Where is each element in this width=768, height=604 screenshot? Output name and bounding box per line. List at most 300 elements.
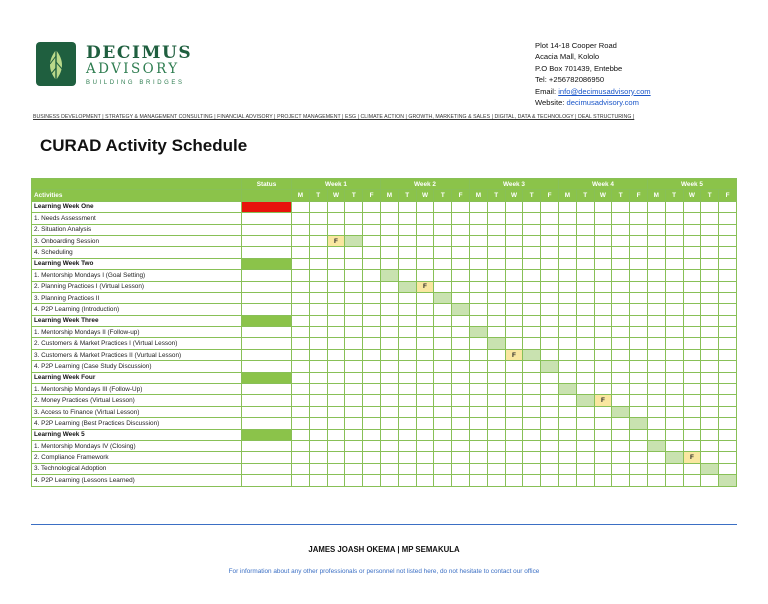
day-cell [558,292,576,303]
day-cell [719,304,737,315]
day-cell [719,247,737,258]
day-cell [630,338,648,349]
status-cell [242,475,292,486]
day-cell [701,224,719,235]
day-cell [487,201,505,212]
day-cell [505,327,523,338]
day-cell [683,338,701,349]
day-cell [665,270,683,281]
activity-label: 3. Planning Practices II [32,292,242,303]
day-cell [683,270,701,281]
scheduled-day-cell [452,304,470,315]
day-cell [523,281,541,292]
day-header: W [505,190,523,201]
scheduled-day-cell [576,395,594,406]
day-cell [292,395,310,406]
day-cell [647,475,665,486]
day-cell [523,418,541,429]
day-cell [487,270,505,281]
day-cell [327,270,345,281]
status-subheader [242,190,292,201]
activity-row [32,281,737,292]
day-cell [576,201,594,212]
day-cell [434,452,452,463]
day-cell [558,315,576,326]
day-cell [665,201,683,212]
day-cell [487,361,505,372]
day-cell [523,315,541,326]
day-cell [505,372,523,383]
day-cell [398,338,416,349]
day-cell [719,235,737,246]
group-row [32,258,737,269]
day-cell [363,338,381,349]
day-cell [523,429,541,440]
day-cell [416,315,434,326]
day-cell [630,201,648,212]
day-cell [434,224,452,235]
day-cell [469,315,487,326]
email-link[interactable]: info@decimusadvisory.com [558,86,651,96]
day-cell [292,361,310,372]
footer-divider [31,524,737,525]
day-cell [558,235,576,246]
day-cell [701,281,719,292]
day-cell [345,361,363,372]
day-cell [380,452,398,463]
day-cell [309,395,327,406]
day-cell [380,384,398,395]
day-cell [523,292,541,303]
day-cell [719,418,737,429]
address-line-2: Acacia Mall, Kololo [535,52,600,62]
day-cell [452,247,470,258]
day-header: M [380,190,398,201]
day-cell [487,235,505,246]
day-header: T [665,190,683,201]
day-cell [292,201,310,212]
day-cell [434,258,452,269]
activity-label: 1. Mentorship Mondays IV (Closing) [32,440,242,451]
day-cell [416,292,434,303]
activity-row [32,406,737,417]
day-cell [665,361,683,372]
day-cell [665,224,683,235]
day-cell [647,384,665,395]
status-cell [242,361,292,372]
day-header: W [416,190,434,201]
day-cell [683,361,701,372]
day-cell [505,270,523,281]
day-cell [505,247,523,258]
day-cell [452,429,470,440]
day-cell [665,235,683,246]
activity-row [32,440,737,451]
website-row [535,97,651,108]
day-cell [665,281,683,292]
address-line-1: Plot 14-18 Cooper Road [535,41,617,50]
activity-row [32,463,737,474]
day-cell [541,247,559,258]
day-cell [434,213,452,224]
day-cell [363,270,381,281]
day-cell [380,463,398,474]
day-cell [469,304,487,315]
day-cell [523,406,541,417]
day-cell [434,349,452,360]
day-cell [398,475,416,486]
day-cell [612,395,630,406]
day-cell [665,258,683,269]
status-cell [242,213,292,224]
activity-row [32,452,737,463]
day-header: T [612,190,630,201]
day-cell [612,463,630,474]
day-cell [719,372,737,383]
day-cell [683,247,701,258]
activity-row [32,418,737,429]
day-cell [612,327,630,338]
day-cell [683,440,701,451]
day-cell [683,224,701,235]
day-cell [612,258,630,269]
day-cell [327,406,345,417]
day-cell [558,327,576,338]
day-cell [594,235,612,246]
day-cell [309,440,327,451]
day-cell [630,292,648,303]
day-cell [434,201,452,212]
status-cell [242,384,292,395]
day-cell [647,213,665,224]
day-header: T [398,190,416,201]
day-cell [523,384,541,395]
day-cell [434,327,452,338]
day-cell [505,213,523,224]
day-cell [558,224,576,235]
day-cell [292,224,310,235]
day-cell [380,235,398,246]
day-cell [558,349,576,360]
day-cell [647,247,665,258]
day-cell [719,463,737,474]
day-cell [434,429,452,440]
day-cell [523,463,541,474]
day-cell [327,372,345,383]
day-cell [327,315,345,326]
activity-row [32,235,737,246]
day-cell [309,315,327,326]
day-cell [398,406,416,417]
decimus-logo-icon [36,42,76,86]
day-cell [701,327,719,338]
day-cell [612,338,630,349]
day-cell [363,384,381,395]
day-cell [505,292,523,303]
day-cell [363,213,381,224]
day-cell [292,258,310,269]
day-cell [380,361,398,372]
day-cell [523,452,541,463]
day-cell [665,304,683,315]
scheduled-day-cell [469,327,487,338]
day-cell [647,361,665,372]
day-cell [434,315,452,326]
status-cell [242,440,292,451]
day-cell [576,406,594,417]
day-cell [327,338,345,349]
day-cell [416,338,434,349]
day-cell [327,224,345,235]
day-cell [398,418,416,429]
day-cell [576,440,594,451]
day-cell [345,258,363,269]
day-cell [363,315,381,326]
day-cell [558,247,576,258]
day-cell [665,292,683,303]
day-cell [327,349,345,360]
day-cell [487,395,505,406]
day-header: W [683,190,701,201]
day-cell [719,281,737,292]
day-cell [683,201,701,212]
day-cell [380,349,398,360]
scheduled-day-cell [665,452,683,463]
day-cell [665,418,683,429]
day-cell [630,281,648,292]
day-cell [630,440,648,451]
day-cell [594,418,612,429]
day-cell [398,384,416,395]
day-cell [434,361,452,372]
day-cell [541,258,559,269]
day-cell [452,270,470,281]
day-cell [665,440,683,451]
day-cell [665,395,683,406]
day-cell [576,270,594,281]
day-cell [701,452,719,463]
day-cell [380,201,398,212]
day-cell [505,395,523,406]
day-cell [398,224,416,235]
day-cell [345,270,363,281]
day-cell [647,452,665,463]
day-cell [541,372,559,383]
day-cell [345,247,363,258]
day-cell [452,475,470,486]
day-cell [665,372,683,383]
day-cell [434,418,452,429]
activity-label: 3. Customers & Market Practices II (Vurtual Lesson) [32,349,242,360]
status-cell [242,201,292,212]
day-cell [701,418,719,429]
day-cell [327,292,345,303]
day-cell [363,406,381,417]
day-cell [469,361,487,372]
day-cell [505,315,523,326]
day-cell [309,258,327,269]
status-cell [242,327,292,338]
brand-block [86,44,192,86]
day-cell [665,327,683,338]
day-cell [398,327,416,338]
day-cell [434,235,452,246]
day-cell [558,338,576,349]
day-cell [416,247,434,258]
day-cell [398,315,416,326]
day-cell [452,315,470,326]
day-cell [505,418,523,429]
day-cell [487,372,505,383]
day-cell [523,304,541,315]
day-cell [576,258,594,269]
day-cell [701,349,719,360]
day-cell [576,475,594,486]
day-cell [594,338,612,349]
day-cell [309,418,327,429]
day-cell [719,395,737,406]
day-cell [683,418,701,429]
day-cell [594,224,612,235]
day-cell [541,429,559,440]
brand-tagline: BUILDING BRIDGES [86,80,185,86]
address-line-3: P.O Box 701439, Entebbe [535,63,623,73]
scheduled-day-cell [434,292,452,303]
day-cell [541,349,559,360]
day-cell [327,418,345,429]
day-cell [683,258,701,269]
f-marker-cell: F [327,235,345,246]
brand-name: DECIMUS [86,43,193,63]
day-header: M [647,190,665,201]
email-label: Email: [535,86,559,96]
day-cell [523,258,541,269]
day-cell [558,429,576,440]
day-cell [719,270,737,281]
day-cell [363,475,381,486]
day-cell [683,475,701,486]
day-cell [719,384,737,395]
day-cell [558,372,576,383]
day-cell [434,247,452,258]
day-cell [683,304,701,315]
day-cell [701,406,719,417]
day-cell [309,349,327,360]
day-cell [683,349,701,360]
day-cell [505,281,523,292]
day-cell [719,338,737,349]
day-cell [345,475,363,486]
day-cell [719,327,737,338]
day-cell [363,304,381,315]
day-cell [487,304,505,315]
day-cell [523,201,541,212]
day-cell [630,270,648,281]
day-cell [683,395,701,406]
group-row [32,315,737,326]
day-cell [380,475,398,486]
day-cell [452,440,470,451]
day-cell [309,429,327,440]
day-cell [665,338,683,349]
day-cell [292,281,310,292]
day-cell [434,475,452,486]
day-cell [452,224,470,235]
day-cell [719,224,737,235]
day-cell [434,395,452,406]
day-header: T [309,190,327,201]
day-cell [292,270,310,281]
day-cell [630,258,648,269]
day-cell [558,258,576,269]
day-cell [416,327,434,338]
activity-row [32,247,737,258]
day-header-row [32,190,737,201]
day-cell [363,292,381,303]
day-cell [647,429,665,440]
scheduled-day-cell [630,418,648,429]
day-cell [292,327,310,338]
day-cell [292,452,310,463]
status-cell [242,406,292,417]
day-cell [309,384,327,395]
day-cell [380,258,398,269]
day-cell [594,452,612,463]
day-header: F [452,190,470,201]
day-cell [398,463,416,474]
day-cell [541,292,559,303]
day-cell [416,395,434,406]
day-header: T [576,190,594,201]
day-cell [665,406,683,417]
day-cell [327,429,345,440]
day-cell [612,224,630,235]
day-cell [487,247,505,258]
day-cell [398,247,416,258]
day-cell [309,327,327,338]
day-cell [612,361,630,372]
activity-row [32,338,737,349]
day-cell [719,292,737,303]
day-cell [576,361,594,372]
activity-row [32,327,737,338]
day-cell [701,440,719,451]
f-marker-cell: F [505,349,523,360]
day-cell [523,440,541,451]
day-cell [434,338,452,349]
day-cell [665,475,683,486]
day-cell [576,384,594,395]
day-cell [452,281,470,292]
day-cell [398,361,416,372]
day-cell [719,406,737,417]
day-cell [719,452,737,463]
day-cell [683,292,701,303]
day-cell [487,475,505,486]
day-cell [345,304,363,315]
day-cell [469,406,487,417]
day-cell [398,304,416,315]
scheduled-day-cell [719,475,737,486]
website-link[interactable]: decimusadvisory.com [566,98,639,108]
day-cell [647,292,665,303]
day-cell [309,247,327,258]
day-cell [612,281,630,292]
activity-label: 1. Mentorship Mondays II (Follow-up) [32,327,242,338]
day-cell [612,372,630,383]
day-cell [487,327,505,338]
website-label: Website: [535,98,567,108]
